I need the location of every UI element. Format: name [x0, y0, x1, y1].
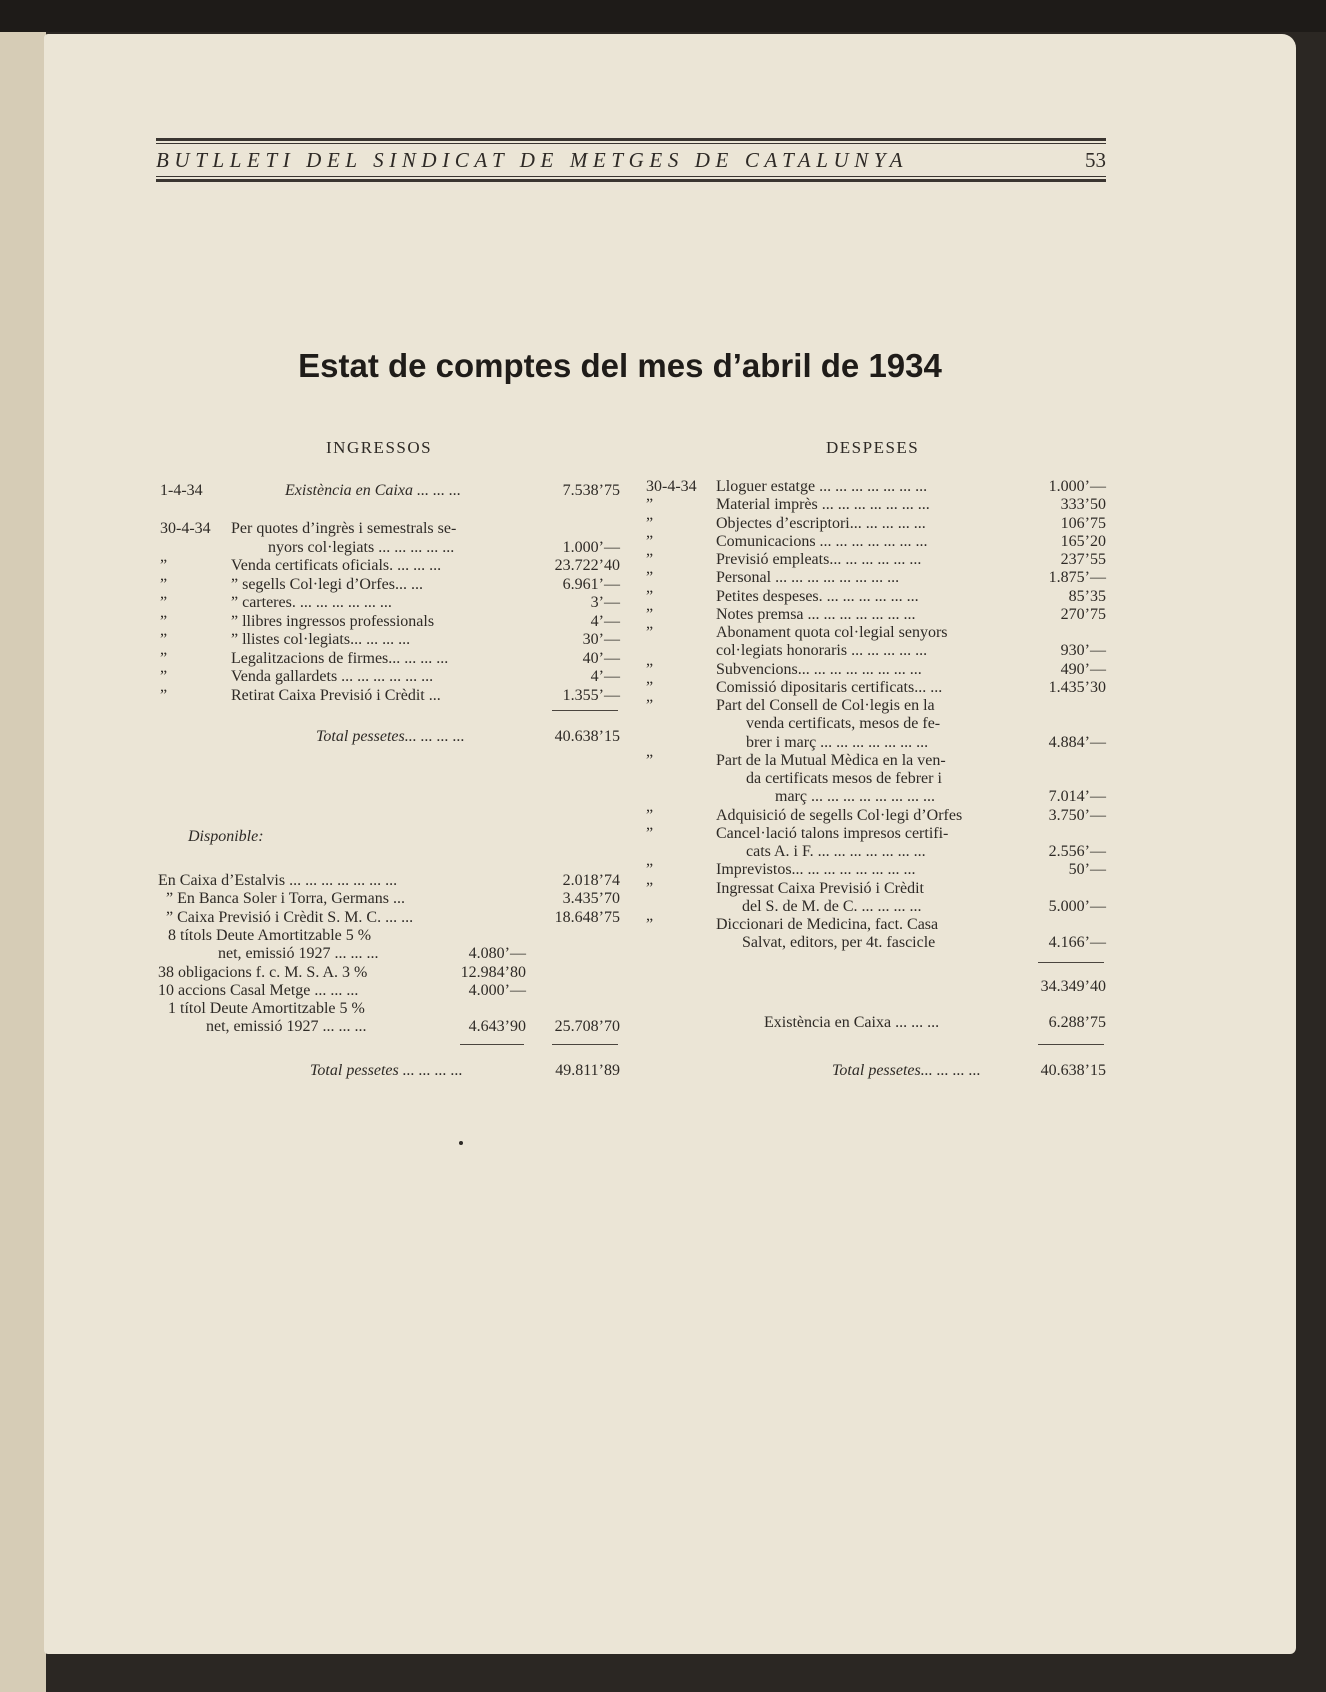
ingressos-item: Venda gallardets ... ... ... ... ... ...: [231, 668, 434, 685]
ingressos-date: ”: [160, 594, 168, 611]
ingressos-amount: 1.355’—: [562, 686, 620, 704]
despeses-sum-rule: [1038, 962, 1104, 963]
header-rule-top: [156, 138, 1106, 141]
despeses-date: ”: [646, 496, 654, 514]
ingressos-amount: 30’—: [582, 631, 620, 648]
ingressos-amount: 3’—: [590, 594, 620, 611]
disponible-sum-rule: [552, 1044, 618, 1045]
despeses-item: Objectes d’escriptori... ... ... ... ...: [716, 514, 926, 532]
disponible-item: 38 obligacions f. c. M. S. A. 3 %: [158, 963, 368, 981]
despeses-item: Part del Consell de Col·legis en la: [716, 697, 935, 714]
despeses-amount: 1.000’—: [1048, 478, 1106, 495]
page-number: 53: [1085, 148, 1106, 172]
ingressos-date: ”: [160, 686, 168, 704]
despeses-amount: 4.884’—: [1048, 733, 1106, 751]
disponible-item: net, emissió 1927 ... ... ...: [218, 945, 379, 963]
despeses-item: del S. de M. de C. ... ... ... ...: [742, 897, 922, 915]
disponible-item: 8 títols Deute Amortitzable 5 %: [168, 926, 372, 944]
despeses-amount: 237’55: [1060, 551, 1106, 568]
scan-left-edge: [0, 32, 46, 1692]
page-title: Estat de comptes del mes d’abril de 1934: [298, 347, 942, 384]
despeses-amount: 4.166’—: [1048, 934, 1106, 952]
despeses-item: brer i març ... ... ... ... ... ... ...: [746, 733, 929, 751]
disponible-heading: Disponible:: [188, 828, 264, 845]
despeses-item: Personal ... ... ... ... ... ... ... ...: [716, 569, 900, 587]
disponible-total-label: Total pessetes ... ... ... ...: [310, 1062, 463, 1079]
disponible-subamount: 4.643’90: [468, 1018, 526, 1036]
despeses-amount: 333’50: [1060, 496, 1106, 514]
ingressos-date: ”: [160, 557, 168, 574]
despeses-date: ”: [646, 861, 654, 879]
disponible-amount: 2.018’74: [562, 872, 620, 889]
despeses-item: Lloguer estatge ... ... ... ... ... ... ...: [716, 478, 928, 495]
disponible-item: 10 accions Casal Metge ... ... ...: [158, 981, 359, 999]
despeses-amount: 85’35: [1068, 587, 1106, 605]
despeses-item: Subvencions... ... ... ... ... ... ... ...: [716, 660, 922, 678]
despeses-amount: 2.556’—: [1048, 843, 1106, 860]
ingressos-date: ”: [160, 612, 168, 630]
ingressos-sum-rule: [552, 710, 618, 711]
disponible-subamount: 4.000’—: [468, 981, 526, 999]
ingressos-item: Retirat Caixa Previsió i Crèdit ...: [231, 686, 441, 704]
despeses-date: ”: [646, 532, 654, 550]
disponible-item: net, emissió 1927 ... ... ...: [206, 1018, 367, 1036]
header-rule-top-thin: [156, 143, 1106, 144]
disponible-item: ” En Banca Soler i Torra, Germans ...: [166, 890, 405, 908]
despeses-item: venda certificats, mesos de fe-: [746, 715, 941, 733]
disponible-amount: 25.708’70: [554, 1018, 620, 1036]
despeses-amount: 3.750’—: [1048, 806, 1106, 824]
existencia-label: Existència en Caixa ... ... ...: [764, 1014, 940, 1031]
despeses-amount: 7.014’—: [1048, 788, 1106, 806]
despeses-total-label: Total pessetes... ... ... ...: [832, 1062, 981, 1079]
ingressos-item: Per quotes d’ingrès i semestrals se-: [231, 520, 457, 537]
despeses-date: ”: [646, 806, 654, 824]
journal-title: BUTLLETI DEL SINDICAT DE METGES DE CATALUNYA: [156, 148, 909, 172]
despeses-item: Imprevistos... ... ... ... ... ... ... ...: [716, 861, 916, 879]
despeses-item: Petites despeses. ... ... ... ... ... ...: [716, 587, 919, 605]
despeses-amount: 270’75: [1060, 605, 1106, 623]
disponible-item: ” Caixa Previsió i Crèdit S. M. C. ... ...: [166, 908, 414, 926]
despeses-date: ”: [646, 678, 654, 696]
despeses-date: ”: [646, 879, 654, 897]
despeses-item: col·legiats honoraris ... ... ... ... ...: [716, 642, 928, 660]
despeses-total: 40.638’15: [1040, 1062, 1106, 1079]
disponible-subamount: 12.984’80: [460, 963, 526, 981]
despeses-date: ”: [646, 605, 654, 623]
despeses-amount: 930’—: [1060, 642, 1106, 660]
ingressos-date: ”: [160, 575, 168, 593]
header-rule-bottom-thin: [156, 176, 1106, 177]
ingressos-item: Legalitzacions de firmes... ... ... ...: [231, 649, 449, 667]
despeses-item: Previsió empleats... ... ... ... ... ...: [716, 551, 922, 568]
despeses-amount: 1.435’30: [1048, 678, 1106, 696]
ingressos-amount: 6.961’—: [562, 575, 620, 593]
despeses-amount: 5.000’—: [1048, 897, 1106, 915]
despeses-item: cats A. i F. ... ... ... ... ... ... ...: [746, 843, 926, 860]
ingressos-date: 30-4-34: [160, 520, 211, 537]
disponible-total: 49.811’89: [555, 1062, 620, 1079]
ingressos-total: 40.638’15: [554, 728, 620, 745]
despeses-item: Cancel·lació talons impresos certifi-: [716, 824, 949, 842]
despeses-item: Notes premsa ... ... ... ... ... ... ...: [716, 605, 916, 623]
print-mark-dot: [459, 1141, 463, 1145]
despeses-item: Salvat, editors, per 4t. fascicle: [742, 934, 936, 952]
ingressos-date: 1-4-34: [160, 482, 203, 499]
despeses-item: març ... ... ... ... ... ... ... ...: [775, 788, 935, 806]
ingressos-item: Venda certificats oficials. ... ... ...: [231, 557, 442, 574]
ingressos-amount: 40’—: [582, 649, 620, 667]
ingressos-amount: 4’—: [590, 668, 620, 685]
ingressos-amount: 7.538’75: [562, 482, 620, 499]
ingressos-item: ” segells Col·legi d’Orfes... ...: [231, 575, 423, 593]
despeses-date: ”: [646, 624, 654, 641]
despeses-date: ”: [646, 514, 654, 532]
ingressos-heading: INGRESSOS: [326, 438, 433, 457]
despeses-item: da certificats mesos de febrer i: [746, 770, 942, 787]
ingressos-amount: 4’—: [590, 612, 620, 630]
scan-top-strip: [0, 0, 1326, 32]
disponible-sub-rule: [460, 1044, 524, 1045]
despeses-amount: 165’20: [1060, 532, 1106, 550]
despeses-amount: 50’—: [1068, 861, 1106, 879]
disponible-item: 1 títol Deute Amortitzable 5 %: [168, 1000, 365, 1018]
ingressos-total-label: Total pessetes... ... ... ...: [316, 728, 465, 745]
despeses-amount: 106’75: [1060, 514, 1106, 532]
despeses-date: 30-4-34: [646, 478, 697, 495]
despeses-item: Diccionari de Medicina, fact. Casa: [716, 916, 939, 933]
despeses-amount: 490’—: [1060, 660, 1106, 678]
ingressos-item: ” llibres ingressos professionals: [231, 612, 435, 630]
despeses-heading: DESPESES: [826, 438, 920, 457]
disponible-item: En Caixa d’Estalvis ... ... ... ... ... ... ...: [158, 872, 398, 889]
despeses-item: Comunicacions ... ... ... ... ... ... ...: [716, 532, 928, 550]
disponible-subamount: 4.080’—: [468, 945, 526, 963]
ingressos-item: nyors col·legiats ... ... ... ... ...: [268, 538, 455, 556]
ingressos-amount: 1.000’—: [562, 538, 620, 556]
despeses-date: ”: [646, 551, 654, 568]
ingressos-amount: 23.722’40: [554, 557, 620, 574]
existencia-amount: 6.288’75: [1048, 1014, 1106, 1031]
despeses-date: ”: [646, 916, 654, 933]
ingressos-item: Existència en Caixa ... ... ...: [285, 482, 461, 499]
despeses-item: Material imprès ... ... ... ... ... ... ...: [716, 496, 930, 514]
despeses-item: Ingressat Caixa Previsió i Crèdit: [716, 879, 924, 897]
despeses-item: Adquisició de segells Col·legi d’Orfes: [716, 806, 963, 824]
despeses-date: ”: [646, 751, 654, 769]
despeses-amount: 1.875’—: [1048, 569, 1106, 587]
ingressos-date: ”: [160, 631, 168, 648]
ingressos-item: ” carteres. ... ... ... ... ... ...: [231, 594, 392, 611]
ingressos-date: ”: [160, 668, 168, 685]
despeses-item: Part de la Mutual Mèdica en la ven-: [716, 751, 946, 769]
ingressos-date: ”: [160, 649, 168, 667]
disponible-amount: 18.648’75: [554, 908, 620, 926]
header-rule-bottom: [156, 179, 1106, 182]
despeses-date: ”: [646, 697, 654, 714]
despeses-date: ”: [646, 824, 654, 842]
despeses-item: Abonament quota col·legial senyors: [716, 624, 948, 641]
disponible-amount: 3.435’70: [562, 890, 620, 908]
despeses-date: ”: [646, 660, 654, 678]
despeses-total-rule: [1038, 1044, 1104, 1045]
despeses-date: ”: [646, 587, 654, 605]
despeses-date: ”: [646, 569, 654, 587]
despeses-subtotal: 34.349’40: [1040, 978, 1106, 995]
ingressos-item: ” llistes col·legiats... ... ... ...: [231, 631, 411, 648]
despeses-item: Comissió dipositaris certificats... ...: [716, 678, 943, 696]
